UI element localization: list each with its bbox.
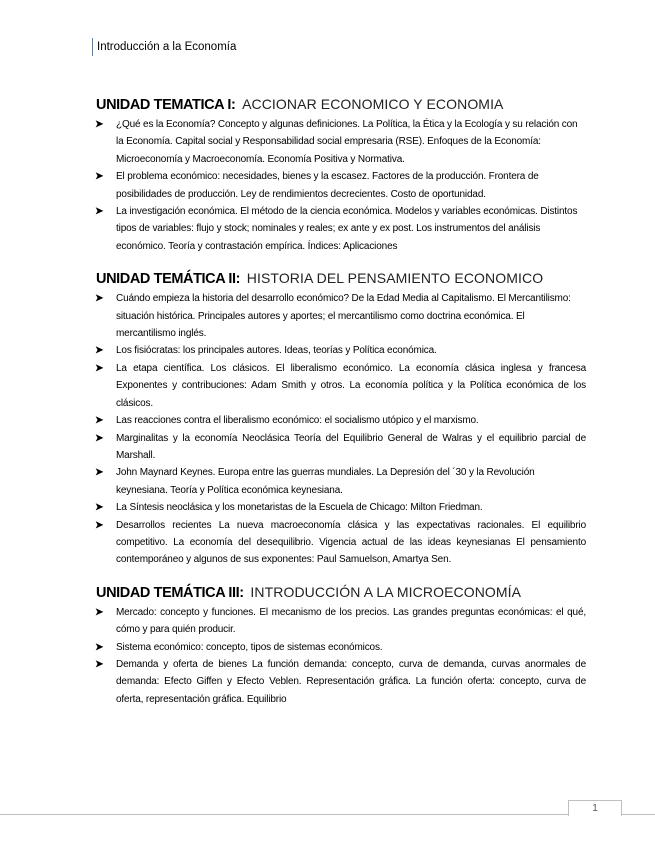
topic-text: Las reacciones contra el liberalismo económico: el socialismo utópico y el marxismo. <box>116 415 479 427</box>
topic-item <box>96 656 586 708</box>
topic-text: Sistema económico: concepto, tipos de sistemas económicos. <box>116 641 383 653</box>
arrow-bullet-icon: ➤ <box>95 415 104 427</box>
topic-list <box>96 290 586 569</box>
unit-subject: ACCIONAR ECONOMICO Y ECONOMIA <box>242 96 504 112</box>
topic-item <box>96 639 586 656</box>
topic-text: La etapa científica. Los clásicos. El liberalismo económico. La economía clásica inglesa y francesa Exponentes y contribuciones: Adam Smith y otros. La economía política y la Política económica de los clásicos. <box>116 362 586 409</box>
arrow-bullet-icon: ➤ <box>95 119 104 130</box>
unit-section <box>96 92 586 255</box>
unit-section <box>96 266 586 569</box>
topic-text: Demanda y oferta de bienes La función demanda: concepto, curva de demanda, curvas anormales de demanda: Efecto Giffen y Efecto Veblen. Representación gráfica. La función oferta: concepto, curva de oferta, representación gráfica. Equilibrio <box>116 658 586 705</box>
topic-item <box>96 604 586 639</box>
topic-text: La Síntesis neoclásica y los monetaristas de la Escuela de Chicago: Milton Friedman. <box>116 502 483 514</box>
unit-section <box>96 580 586 708</box>
arrow-bullet-icon: ➤ <box>95 432 104 444</box>
topic-item <box>96 412 586 429</box>
running-header <box>92 38 236 56</box>
arrow-bullet-icon: ➤ <box>95 206 104 218</box>
page-number: 1 <box>592 803 598 814</box>
unit-heading <box>96 266 586 289</box>
page-number-box <box>568 800 622 816</box>
topic-item <box>96 360 586 412</box>
arrow-bullet-icon: ➤ <box>95 519 104 531</box>
topic-text: Desarrollos recientes La nueva macroeconomía clásica y las expectativas racionales. El equilibrio competitivo. La economía del desequilibrio. Vigencia actual de las ideas keynesianas El pensamiento contemporáneo y algunos de sus exponentes: Paul Samuelson, Amartya Sen. <box>116 519 586 566</box>
topic-list <box>96 116 586 255</box>
topic-item <box>96 430 586 465</box>
arrow-bullet-icon: ➤ <box>95 362 104 374</box>
topic-item <box>96 342 586 359</box>
topic-item <box>96 168 586 203</box>
topic-item <box>96 116 586 168</box>
arrow-bullet-icon: ➤ <box>95 293 104 305</box>
topic-text: La investigación económica. El método de la ciencia económica. Modelos y variables económicas. Distintos tipos de variables: flujo y stock; nominales y reales; ex ante y ex post. Los instrumentos del análisis económico. Teoría y contrastación empírica. Índices: Aplicaciones <box>116 206 578 252</box>
topic-item <box>96 464 586 499</box>
unit-label: UNIDAD TEMÁTICA II: <box>96 271 241 288</box>
document-body <box>96 92 586 708</box>
topic-text: Mercado: concepto y funciones. El mecanismo de los precios. Las grandes preguntas económicas: el qué, cómo y para quién producir. <box>116 606 586 636</box>
topic-text: Marginalitas y la economía Neoclásica Teoría del Equilibrio General de Walras y el equilibrio parcial de Marshall. <box>116 432 586 461</box>
unit-subject: HISTORIA DEL PENSAMIENTO ECONOMICO <box>246 270 544 287</box>
unit-label: UNIDAD TEMATICA I: <box>96 97 236 113</box>
topic-list <box>96 604 586 708</box>
arrow-bullet-icon: ➤ <box>95 467 104 479</box>
arrow-bullet-icon: ➤ <box>95 502 104 514</box>
arrow-bullet-icon: ➤ <box>95 641 104 653</box>
arrow-bullet-icon: ➤ <box>95 171 104 183</box>
arrow-bullet-icon: ➤ <box>95 658 104 670</box>
topic-text: El problema económico: necesidades, bienes y la escasez. Factores de la producción. Frontera de posibilidades de producción. Ley de rendimientos decrecientes. Costo de oportunidad. <box>116 171 539 200</box>
topic-text: John Maynard Keynes. Europa entre las guerras mundiales. La Depresión del ´30 y la Revolución keynesiana. Teoría y Política económica keynesiana. <box>116 467 535 496</box>
topic-item <box>96 517 586 569</box>
topic-text: ¿Qué es la Economía? Concepto y algunas definiciones. La Política, la Ética y la Ecología y su relación con la Economía. Capital social y Responsabilidad social empresaria (RSE). Enfoques de la Economía: Microeconomía y Macroeconomía. Economía Positiva y Normativa. <box>116 119 578 165</box>
topic-item <box>96 290 586 342</box>
arrow-bullet-icon: ➤ <box>95 606 104 618</box>
unit-subject: INTRODUCCIÓN A LA MICROECONOMÍA <box>250 583 522 600</box>
topic-text: Los fisiócratas: los principales autores. Ideas, teorías y Política económica. <box>116 345 437 357</box>
topic-item <box>96 499 586 516</box>
unit-heading <box>96 580 586 603</box>
topic-text: Cuándo empieza la historia del desarrollo económico? De la Edad Media al Capitalismo. El Mercantilismo: situación histórica. Principales autores y aportes; el mercantilismo como doctrina económica. El mercantilismo inglés. <box>116 293 571 340</box>
topic-item <box>96 203 586 255</box>
unit-heading <box>96 92 586 115</box>
unit-label: UNIDAD TEMÁTICA III: <box>96 584 244 601</box>
document-title: Introducción a la Economía <box>97 41 237 53</box>
arrow-bullet-icon: ➤ <box>95 345 104 357</box>
footer-divider <box>0 814 655 815</box>
